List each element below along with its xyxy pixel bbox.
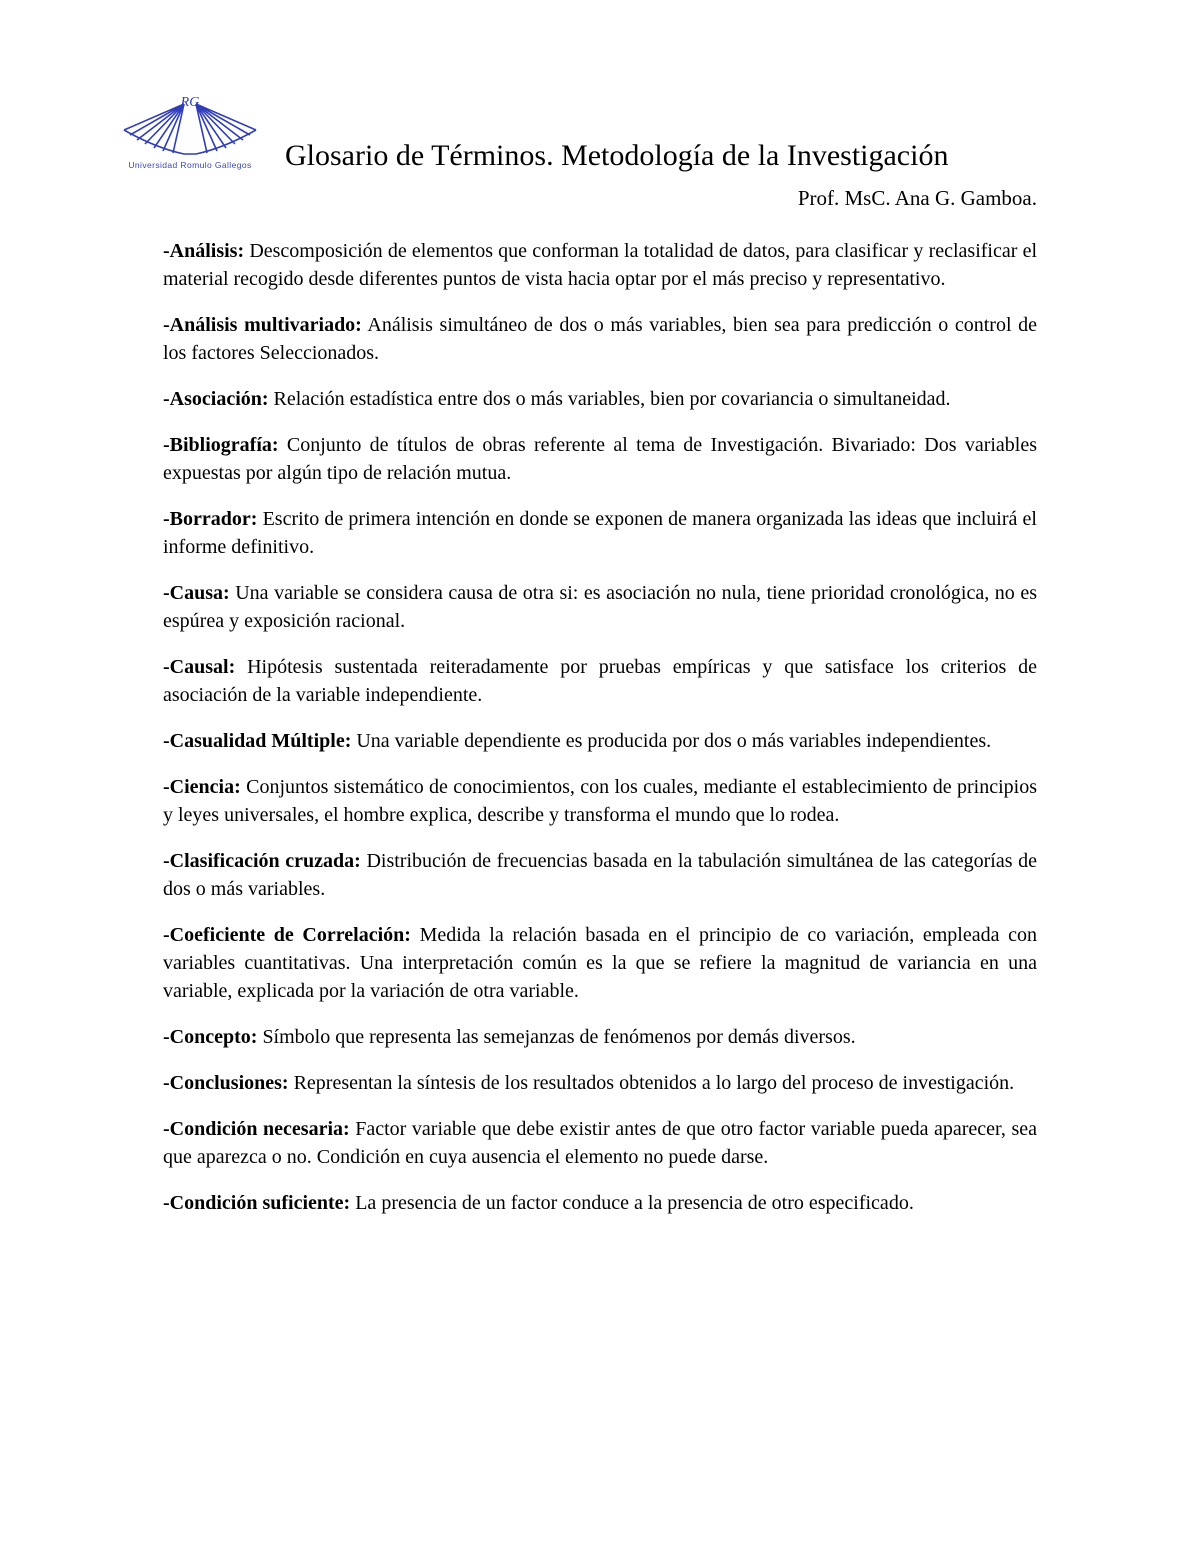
glossary-entry xyxy=(163,847,1037,903)
entry-term: -Bibliografía: xyxy=(163,433,279,456)
entry-definition: Distribución de frecuencias basada en la tabulación simultánea de las categorías de dos o más variables. xyxy=(163,849,1038,900)
glossary-entry xyxy=(163,505,1037,561)
entry-term: -Causal: xyxy=(163,655,236,678)
entry-definition: Hipótesis sustentada reiteradamente por pruebas empíricas y que satisface los criterios de asociación de la variable independiente. xyxy=(163,655,1038,706)
entry-definition: Una variable se considera causa de otra si: es asociación no nula, tiene prioridad cronológica, no es espúrea y exposición racional. xyxy=(163,581,1037,632)
entry-term: -Coeficiente de Correlación: xyxy=(163,923,411,946)
entry-definition: Conjuntos sistemático de conocimientos, con los cuales, mediante el establecimiento de principios y leyes universales, el hombre explica, describe y transforma el mundo que lo rodea. xyxy=(163,775,1038,826)
university-logo-icon xyxy=(116,94,264,158)
glossary-entry xyxy=(163,311,1037,367)
entry-term: -Análisis multivariado: xyxy=(163,313,362,336)
entry-term: -Condición suficiente: xyxy=(163,1191,351,1214)
entry-term: -Borrador: xyxy=(163,507,258,530)
entry-definition: Relación estadística entre dos o más variables, bien por covariancia o simultaneidad. xyxy=(273,387,951,410)
glossary-entry xyxy=(163,1189,1037,1217)
university-logo xyxy=(116,94,264,170)
entry-term: -Causa: xyxy=(163,581,230,604)
glossary xyxy=(163,237,1037,1217)
entry-definition: Conjunto de títulos de obras referente al tema de Investigación. Bivariado: Dos variables expuestas por algún tipo de relación mutua. xyxy=(163,433,1038,484)
glossary-entry xyxy=(163,579,1037,635)
entry-term: -Concepto: xyxy=(163,1025,258,1048)
entry-term: -Análisis: xyxy=(163,239,245,262)
entry-term: -Condición necesaria: xyxy=(163,1117,350,1140)
entry-term: -Conclusiones: xyxy=(163,1071,289,1094)
glossary-entry xyxy=(163,921,1037,1005)
entry-definition: Símbolo que representa las semejanzas de fenómenos por demás diversos. xyxy=(262,1025,856,1048)
svg-text:RG: RG xyxy=(180,95,200,110)
entry-term: -Ciencia: xyxy=(163,775,241,798)
university-name: Universidad Romulo Gallegos xyxy=(128,160,252,170)
entry-term: -Asociación: xyxy=(163,387,269,410)
entry-definition: Representan la síntesis de los resultados obtenidos a lo largo del proceso de investigación. xyxy=(293,1071,1015,1094)
entry-definition: Análisis simultáneo de dos o más variables, bien sea para predicción o control de los factores Seleccionados. xyxy=(163,313,1037,364)
author-line: Prof. MsC. Ana G. Gamboa. xyxy=(797,185,1037,210)
glossary-entry xyxy=(163,773,1037,829)
entry-definition: Medida la relación basada en el principio de co variación, empleada con variables cuantitativas. Una interpretación común es la que se refiere la magnitud de variancia en una variable, explicada por la variación de otra variable. xyxy=(163,923,1038,1002)
entry-definition: Una variable dependiente es producida por dos o más variables independientes. xyxy=(356,729,992,752)
glossary-entry xyxy=(163,385,1037,413)
page-title: Glosario de Términos. Metodología de la Investigación xyxy=(285,139,949,172)
glossary-entry xyxy=(163,727,1037,755)
glossary-entry xyxy=(163,653,1037,709)
glossary-entry xyxy=(163,1023,1037,1051)
entry-definition: Factor variable que debe existir antes de que otro factor variable pueda aparecer, sea que aparezca o no. Condición en cuya ausencia el elemento no puede darse. xyxy=(163,1117,1038,1168)
entry-definition: Descomposición de elementos que conforman la totalidad de datos, para clasificar y reclasificar el material recogido desde diferentes puntos de vista hacia optar por el más preciso y representativo. xyxy=(163,239,1038,290)
glossary-entry xyxy=(163,1069,1037,1097)
entry-definition: La presencia de un factor conduce a la presencia de otro especificado. xyxy=(355,1191,914,1214)
glossary-entry xyxy=(163,237,1037,293)
entry-term: -Clasificación cruzada: xyxy=(163,849,361,872)
entry-term: -Casualidad Múltiple: xyxy=(163,729,352,752)
glossary-entry xyxy=(163,431,1037,487)
entry-definition: Escrito de primera intención en donde se exponen de manera organizada las ideas que incluirá el informe definitivo. xyxy=(163,507,1037,558)
glossary-entry xyxy=(163,1115,1037,1171)
